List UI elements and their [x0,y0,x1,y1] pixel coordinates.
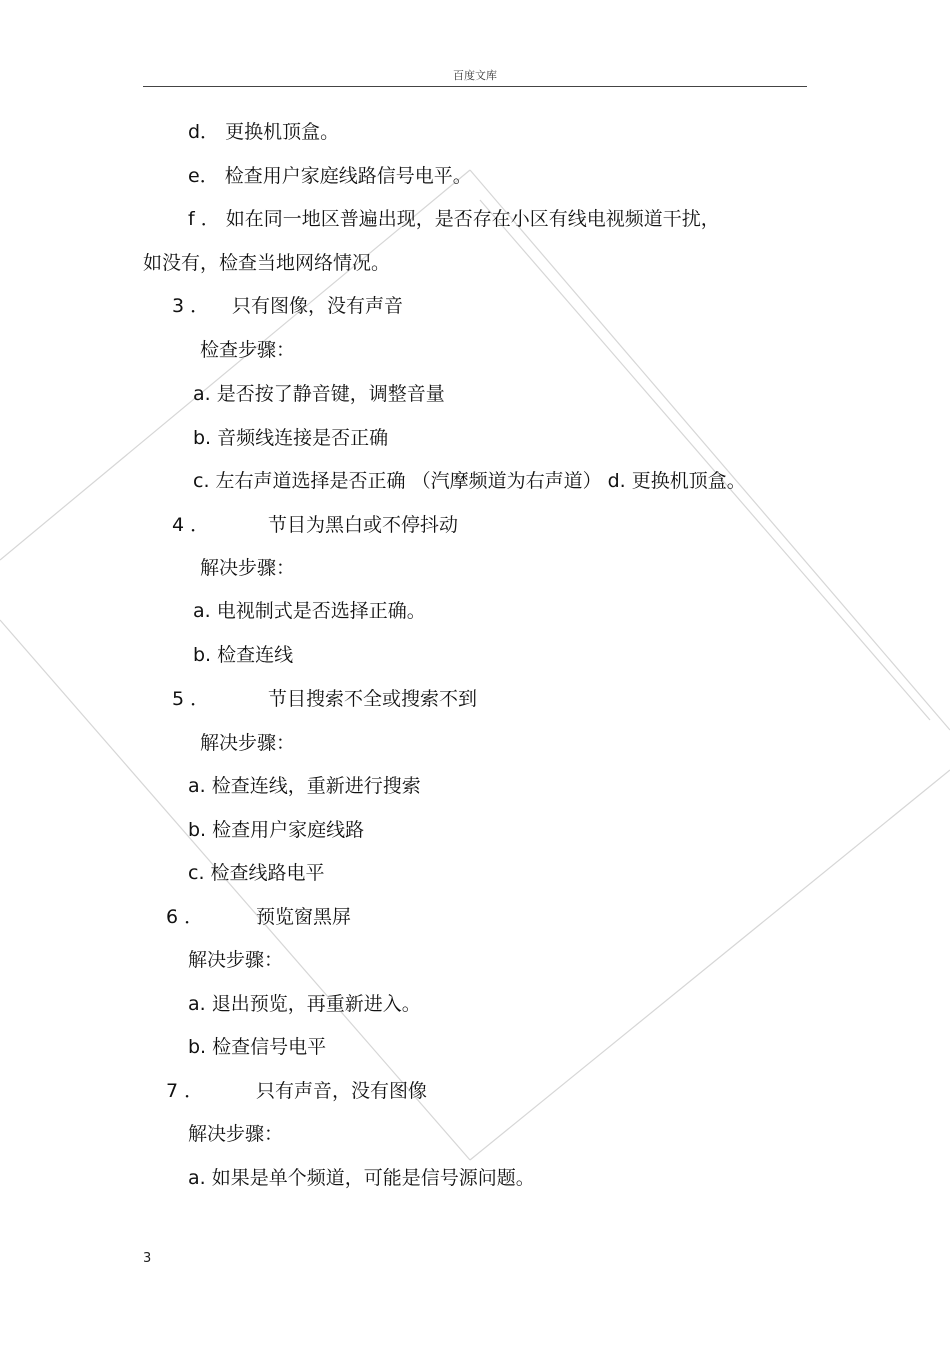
section-3-step-a: a. 是否按了静音键，调整音量 [193,383,445,405]
step-f-continuation: 如没有，检查当地网络情况。 [143,252,391,274]
step-f-line: f ． 如在同一地区普遍出现，是否存在小区有线电视频道干扰， [188,208,720,230]
section-3-step-c: c. 左右声道选择是否正确 （汽摩频道为右声道） d. 更换机顶盒。 [193,470,746,492]
section-3-step-b: b. 音频线连接是否正确 [193,427,389,449]
step-e-line: e． 检查用户家庭线路信号电平。 [188,165,472,187]
header-rule [143,86,807,87]
section-3-title: 只有图像，没有声音 [232,295,404,317]
section-6-steps-label: 解决步骤： [188,949,284,971]
section-5-step-a: a. 检查连线，重新进行搜索 [188,775,421,797]
step-d-line: d． 更换机顶盒。 [188,121,340,143]
section-5-title: 节目搜索不全或搜索不到 [268,688,478,710]
section-3-number: 3 ． [172,295,210,317]
section-7-step-a: a. 如果是单个频道，可能是信号源问题。 [188,1167,535,1189]
section-4-step-a: a. 电视制式是否选择正确。 [193,600,426,622]
section-4-step-b: b. 检查连线 [193,644,294,666]
section-6-step-b: b. 检查信号电平 [188,1036,327,1058]
section-3-steps-label: 检查步骤： [200,339,296,361]
section-4-number: 4 ． [172,514,210,536]
section-6-step-a: a. 退出预览，再重新进入。 [188,993,421,1015]
section-6-number: 6 ． [166,906,204,928]
section-7-steps-label: 解决步骤： [188,1123,284,1145]
header-title: 百度文库 [453,69,497,82]
section-5-number: 5 ． [172,688,210,710]
section-6-title: 预览窗黑屏 [256,906,352,928]
section-7-number: 7 ． [166,1080,204,1102]
section-5-steps-label: 解决步骤： [200,732,296,754]
section-4-title: 节目为黑白或不停抖动 [268,514,459,536]
page-number: 3 [143,1251,152,1266]
section-4-steps-label: 解决步骤： [200,557,296,579]
section-5-step-c: c. 检查线路电平 [188,862,325,884]
section-5-step-b: b. 检查用户家庭线路 [188,819,365,841]
section-7-title: 只有声音，没有图像 [256,1080,428,1102]
